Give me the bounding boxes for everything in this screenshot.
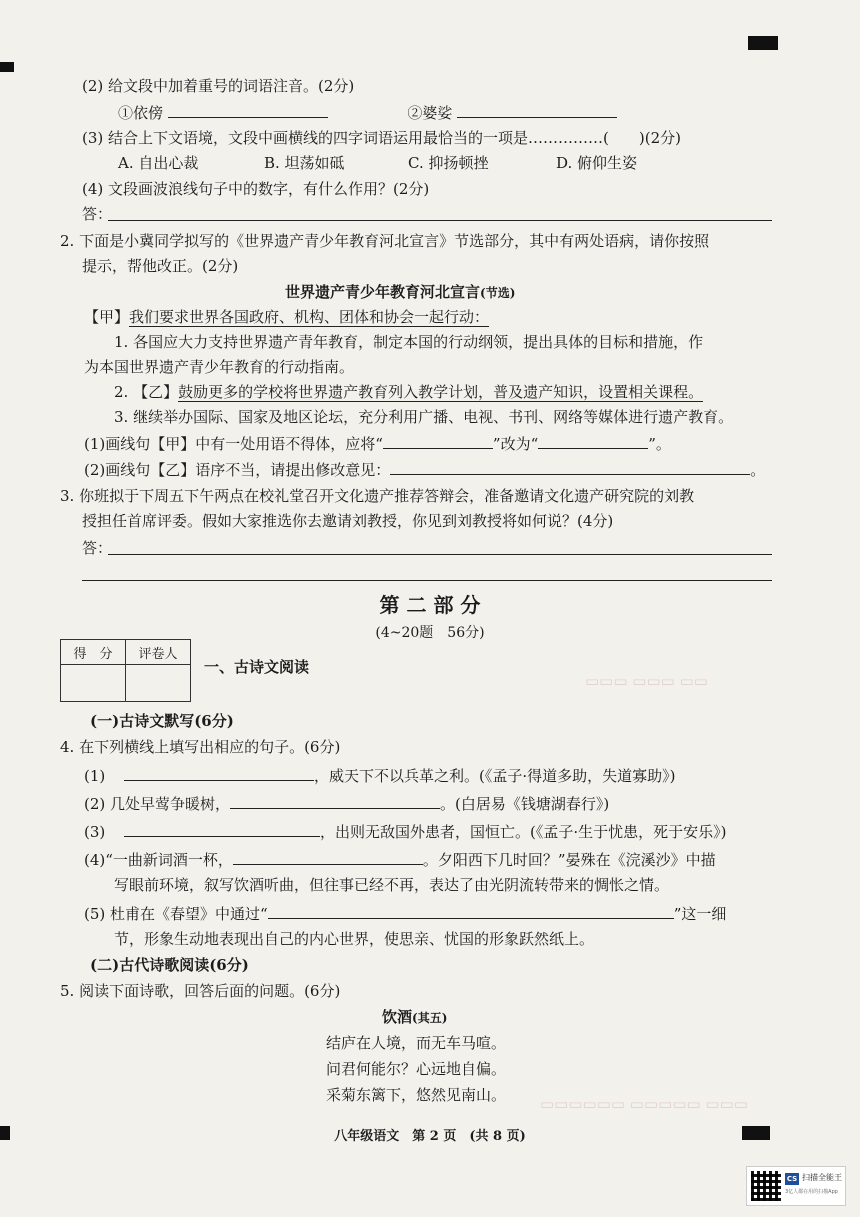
q-sub3-option-b: B. 坦荡如砥 [264, 154, 345, 172]
q4-blank-3[interactable] [124, 820, 320, 837]
q4-l5-text-b: ”这一细 [673, 905, 727, 923]
declaration-item3: 3. 继续举办国际、国家及地区论坛，充分利用广播、电视、书刊、网络等媒体进行遗产教育。 [114, 408, 734, 426]
q4-l4-text-b: 。夕阳西下几时回？”晏殊在《浣溪沙》中描 [422, 851, 716, 869]
section1-sub2-title: (二)古代诗歌阅读(6分) [90, 956, 249, 974]
q-sub3-prompt: (3) 结合上下文语境，文段中画横线的四字词语运用最恰当的一项是……………( )(2分) [82, 129, 681, 147]
section1-title: 一、古诗文阅读 [204, 658, 310, 676]
part2-title: 第 二 部 分 [379, 593, 481, 617]
part2-subtitle: (4~20题 56分) [375, 625, 485, 641]
q2-sub2-end: 。 [750, 461, 766, 479]
q2-sub1 [84, 432, 671, 455]
pinyin-blank-1[interactable] [168, 101, 328, 118]
camscanner-subtitle: 3亿人都在用的扫描App [785, 1189, 838, 1195]
q2-stem-line1: 2. 下面是小冀同学拟写的《世界遗产青少年教育河北宣言》节选部分，其中有两处语病，请你按照 [60, 232, 710, 250]
reviewer-cell[interactable] [126, 665, 191, 702]
qr-code-icon [751, 1171, 781, 1201]
poem-line-2: 问君何能尔？心远地自偏。 [326, 1060, 507, 1078]
q-sub3-option-a: A. 自出心裁 [118, 154, 199, 172]
poem-line-3: 采菊东篱下，悠然见南山。 [326, 1086, 507, 1104]
score-box [60, 639, 191, 702]
declaration-jia [84, 306, 489, 328]
q3-stem-line2: 授担任首席评委。假如大家推选你去邀请刘教授，你见到刘教授将如何说？(4分) [82, 512, 614, 530]
q2-sub2-blank[interactable] [390, 458, 750, 475]
declaration-item2 [114, 381, 703, 403]
poem-line-1: 结庐在人境，而无车马喧。 [326, 1034, 507, 1052]
q3-answer-label: 答： [82, 539, 113, 557]
q4-line4-cont: 写眼前环境，叙写饮酒听曲，但往事已经不再，表达了由光阴流转带来的惆怅之情。 [114, 876, 670, 894]
q2-stem-line2: 提示，帮他改正。(2分) [82, 257, 239, 275]
declaration-title-note: (节选) [480, 286, 516, 300]
bleed-through-decoration: ▭▭▭ ▭▭▭ ▭▭ [585, 672, 708, 690]
q4-l2-text-b: 。(白居易《钱塘湖春行》) [440, 795, 610, 813]
word-2: ②婆娑 [407, 104, 453, 122]
q-sub2-prompt: (2) 给文段中加着重号的词语注音。(2分) [82, 77, 355, 95]
q-sub4-prompt: (4) 文段画波浪线句子中的数字，有什么作用？(2分) [82, 180, 430, 198]
poem-title-main: 饮酒 [382, 1008, 413, 1026]
declaration-item1-b: 为本国世界遗产青少年教育的行动指南。 [84, 358, 355, 376]
jia-marker: 【甲】 [84, 308, 130, 326]
section1-sub1-title: (一)古诗文默写(6分) [90, 712, 234, 730]
item2-number: 2. [114, 383, 134, 401]
score-cell[interactable] [61, 665, 126, 702]
score-label: 得 分 [61, 640, 126, 665]
q4-l3-text: ，出则无敌国外患者，国恒亡。(《孟子·生于忧患，死于安乐》) [320, 823, 727, 841]
q4-blank-1[interactable] [124, 764, 314, 781]
word-1: ①依傍 [118, 104, 164, 122]
reviewer-label: 评卷人 [126, 640, 191, 665]
q3-stem-line1: 3. 你班拟于下周五下午两点在校礼堂召开文化遗产推荐答辩会，准备邀请文化遗产研究院的刘教 [60, 487, 695, 505]
q4-line1 [84, 764, 676, 787]
answer-line[interactable] [108, 220, 772, 221]
q4-l1-num: (1) [84, 767, 106, 785]
q4-l2-text-a: (2) 几处早莺争暖树， [84, 795, 231, 813]
q-sub2-words [118, 101, 617, 124]
q3-answer-line-2[interactable] [82, 580, 772, 581]
declaration-title-main: 世界遗产青少年教育河北宣言 [285, 283, 481, 301]
registration-mark-left-bottom [0, 1126, 10, 1140]
q2-sub2-text: (2)画线句【乙】语序不当，请提出修改意见： [84, 461, 391, 479]
q2-sub2 [84, 458, 765, 481]
q4-l4-text-a: (4)“一曲新词酒一杯， [84, 851, 233, 869]
registration-mark-bottom-right [742, 1126, 770, 1140]
registration-mark-left-top [0, 62, 14, 72]
q4-line2 [84, 792, 609, 815]
jia-sentence: 我们要求世界各国政府、机构、团体和协会一起行动： [129, 308, 490, 326]
q-sub3-option-d: D. 俯仰生姿 [556, 154, 638, 172]
q4-line3 [84, 820, 727, 843]
q2-sub1-blank-to[interactable] [538, 432, 648, 449]
camscanner-badge [746, 1166, 846, 1206]
declaration-item1-a: 1. 各国应大力支持世界遗产青年教育，制定本国的行动纲领，提出具体的目标和措施，作 [114, 333, 704, 351]
yi-sentence: 鼓励更多的学校将世界遗产教育列入教学计划，普及遗产知识，设置相关课程。 [178, 383, 704, 401]
pinyin-blank-2[interactable] [457, 101, 617, 118]
q4-line5-cont: 节，形象生动地表现出自己的内心世界，使思亲、忧国的形象跃然纸上。 [114, 930, 595, 948]
q4-blank-5[interactable] [268, 902, 674, 919]
camscanner-title: 扫描全能王 [802, 1173, 842, 1182]
q3-answer-line-1[interactable] [108, 554, 772, 555]
yi-marker: 【乙】 [133, 383, 179, 401]
declaration-title [285, 281, 515, 304]
camscanner-logo-icon: CS [786, 1175, 798, 1183]
bleed-through-decoration: ▭▭▭▭▭▭ ▭▭▭▭▭ ▭▭▭ [540, 1095, 748, 1113]
registration-mark-top-right [748, 36, 778, 50]
q4-l5-text-a: (5) 杜甫在《春望》中通过“ [84, 905, 268, 923]
poem-title [382, 1006, 447, 1029]
q4-blank-4[interactable] [233, 848, 423, 865]
q2-sub1-blank-from[interactable] [383, 432, 493, 449]
q-sub3-option-c: C. 抑扬顿挫 [408, 154, 489, 172]
q4-l1-text: ，威天下不以兵革之利。(《孟子·得道多助，失道寡助》) [314, 767, 676, 785]
q2-sub1-text-a: (1)画线句【甲】中有一处用语不得体，应将“ [84, 435, 383, 453]
q2-sub1-text-b: ”改为“ [492, 435, 539, 453]
q4-line5 [84, 902, 726, 925]
q4-line4 [84, 848, 716, 871]
q5-stem: 5. 阅读下面诗歌，回答后面的问题。(6分) [60, 982, 341, 1000]
answer-label: 答： [82, 205, 113, 223]
page-footer: 八年级语文 第 2 页 (共 8 页) [334, 1129, 526, 1144]
poem-title-note: (其五) [412, 1011, 448, 1025]
q4-stem: 4. 在下列横线上填写出相应的句子。(6分) [60, 738, 341, 756]
q2-sub1-text-c: ”。 [648, 435, 671, 453]
q4-blank-2[interactable] [230, 792, 440, 809]
q4-l3-num: (3) [84, 823, 106, 841]
